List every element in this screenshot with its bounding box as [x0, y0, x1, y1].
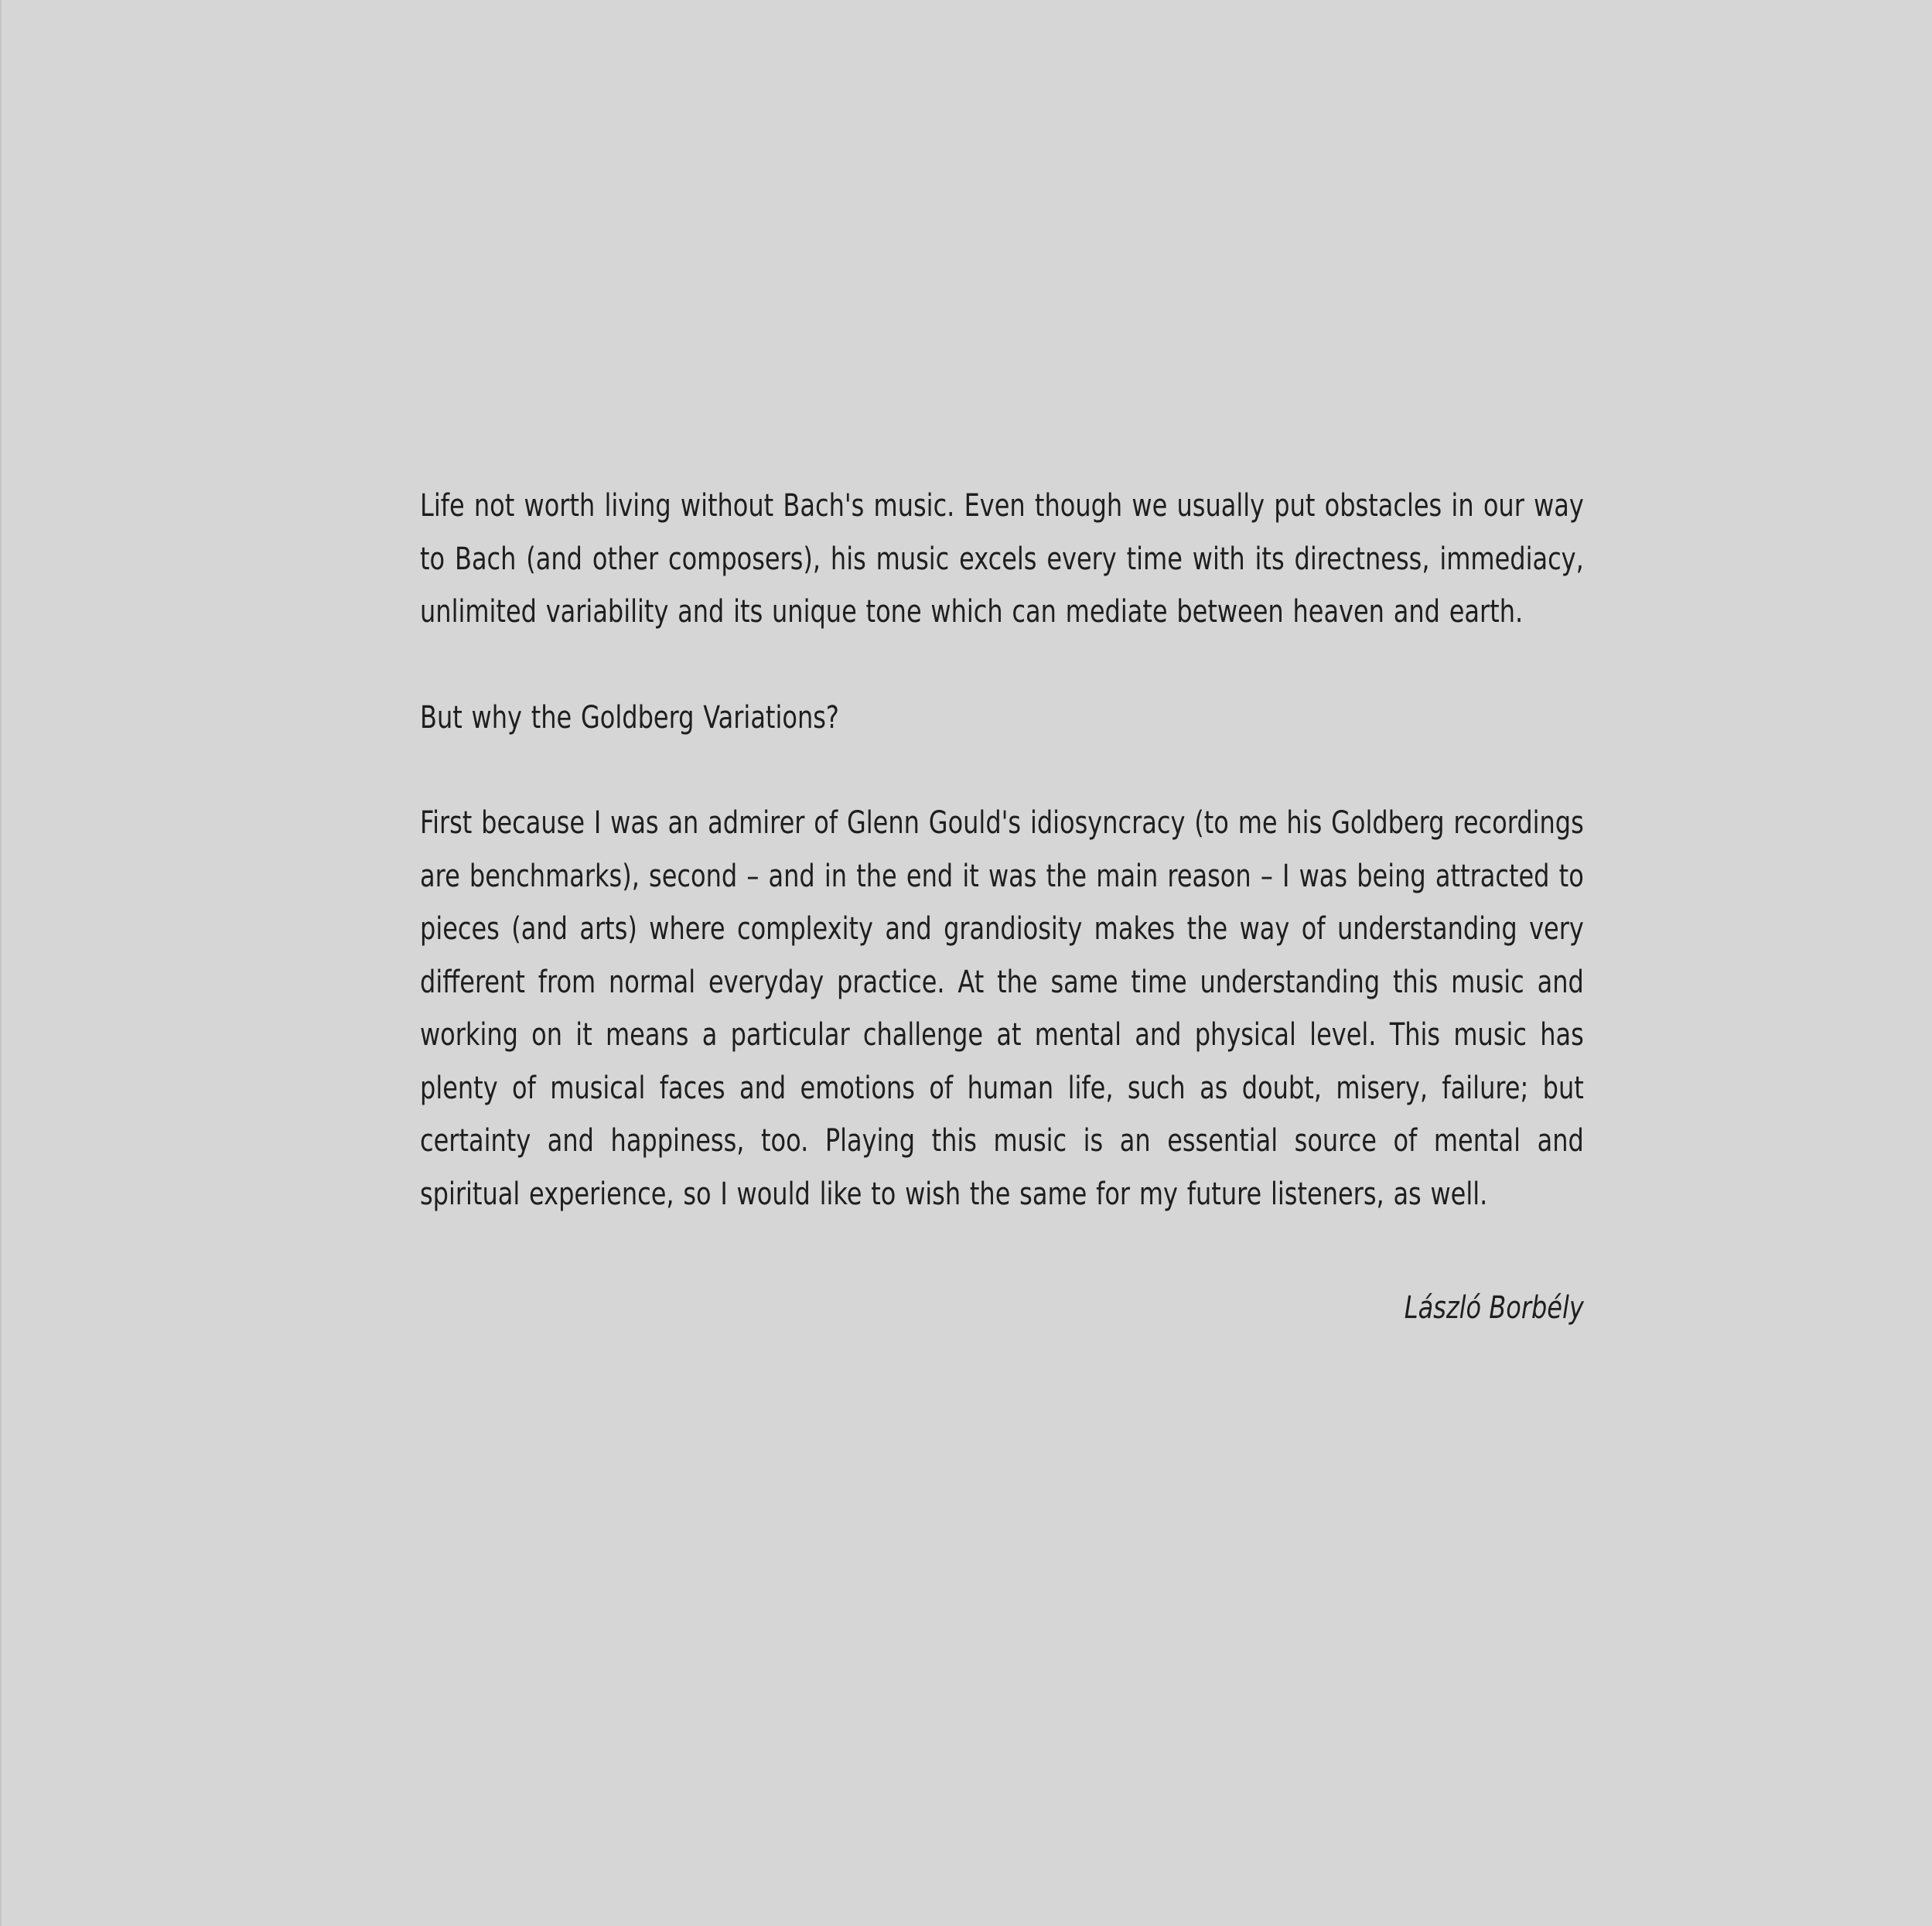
- intro-paragraph: Life not worth living without Bach's music. Even though we usually put obstacles in our way to Bach (and other composers), his music excels every time with its directness, immediacy, unlimited variability and its unique tone which can mediate between heaven and earth.: [420, 488, 1584, 630]
- page-edge: [0, 0, 2, 1926]
- question-paragraph: But why the Goldberg Variations?: [420, 699, 839, 736]
- text-block: [420, 480, 1584, 1335]
- answer-paragraph: First because I was an admirer of Glenn Gould's idiosyncracy (to me his Goldberg recordings are benchmarks), second – and in the end it was the main reason – I was being attracted to pieces (and arts) where complexity and grandiosity makes the way of understanding very different from normal everyday practice. At the same time understanding this music and working on it means a particular challenge at mental and physical level. This music has plenty of musical faces and emotions of human life, such as doubt, misery, failure; but certainty and happiness, too. Playing this music is an essential source of mental and spiritual experience, so I would like to wish the same for my future listeners, as well.: [420, 805, 1584, 1212]
- author-signature: László Borbély: [1404, 1290, 1584, 1326]
